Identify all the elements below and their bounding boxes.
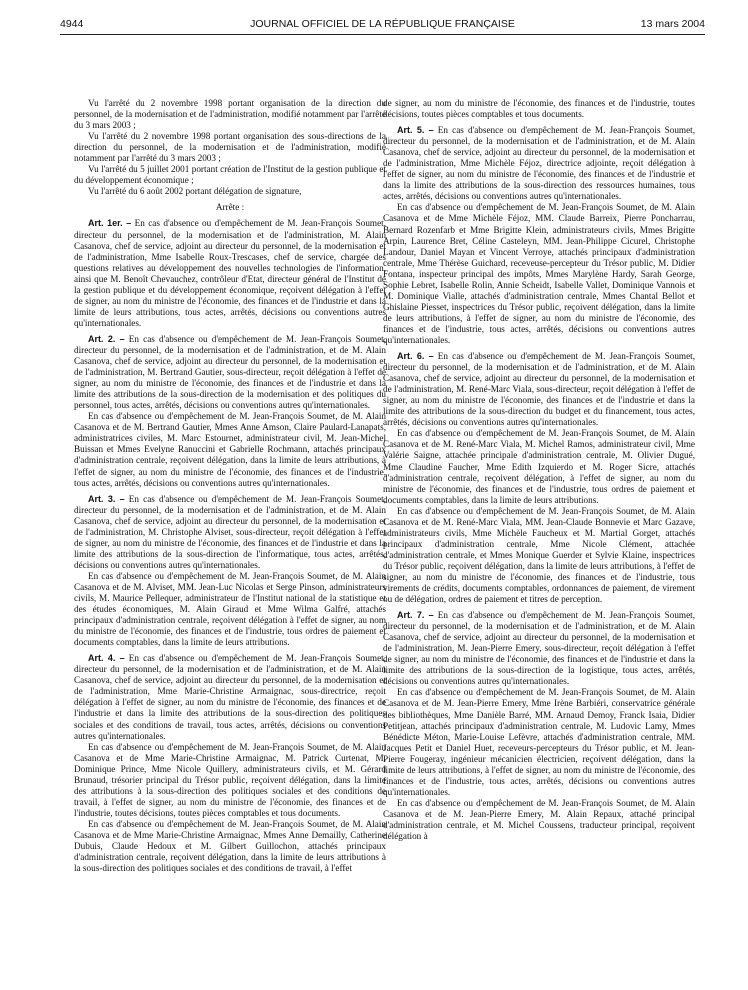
right-column	[383, 98, 695, 986]
article-label: Art. 7. –	[397, 610, 434, 621]
article-text: En cas d'absence ou d'empêchement de M. Jean-François Soumet, directeur du personnel, de la modernisation et de l'administration, et de M. Alain Casanova, chef de service, adjoint au directeur du personnel, de la modernisation et de l'administration, Mme Marie-Christine Armaignac, sous-directrice, reçoit délégation à l'effet de signer, au nom du ministre de l'économie, des finances et de l'industrie et dans la limite des attributions de la sous-direction des politiques sociales et des conditions de travail, tous actes, arrêtés, décisions ou conventions autres qu'internationales.	[74, 653, 386, 741]
arrete-heading: Arrête :	[215, 202, 245, 213]
article-label: Art. 2. –	[88, 333, 125, 344]
article-text: En cas d'absence ou d'empêchement de M. Jean-François Soumet, directeur du personnel, de la modernisation et de l'administration, et de M. Alain Casanova, chef de service, adjoint au directeur du personnel, de la modernisation et de l'administration, M. René-Marc Viala, sous-directeur, reçoit délégation à l'effet de signer, au nom du ministre de l'économie, des finances et de l'industrie et dans la limite des attributions de la sous-direction du budget et du financement, tous actes, arrêtés, décisions ou conventions autres qu'internationales.	[383, 351, 695, 428]
article-paragraph	[74, 494, 386, 571]
article-label: Art. 4. –	[88, 653, 125, 664]
body-paragraph: En cas d'absence ou d'empêchement de M. Jean-François Soumet, de M. Alain Casanova et de Mme Michèle Féjoz, MM. Claude Barreix, Pierre Poncharrau, Bernard Rozenfarb et Mme Brigitte Klein, administrateurs civils, Mmes Brigitte Arpin, Laurence Bret, Céline Casteleyn, MM. Jean-Philippe Cicurel, Christophe Landour, Daniel Mayan et Vincent Verroye, attachés principaux d'administration centrale, Mme Thérèse Guichard, receveuse-percepteur du Trésor public, M. Didier Fontana, inspecteur principal des impôts, Mmes Marylène Hardy, Sarah George, Sophie Lebret, Isabelle Rolin, Annie Scheidt, Isabelle Vallet, Dominique Vannois et M. Dominique Vialle, attachés d'administration centrale, Mmes Chantal Bellot et Ghislaine Piesset, inspectrices du Trésor public, reçoivent délégation, dans la limite de leurs attributions, à l'effet de signer, au nom du ministre de l'économie, des finances et de l'industrie, tous actes, arrêtés, décisions ou conventions autres qu'internationales.	[383, 202, 695, 345]
article-text: En cas d'absence ou d'empêchement de M. Jean-François Soumet, directeur du personnel, de la modernisation et de l'administration, et de M. Alain Casanova, chef de service, adjoint au directeur du personnel, de la modernisation et de l'administration, Mme Michèle Féjoz, directrice adjointe, reçoit délégation à l'effet de signer, au nom du ministre de l'économie, des finances et de l'industrie et dans la limite des attributions de la sous-direction des ressources humaines, tous actes, arrêtés, décisions ou conventions autres qu'internationales.	[383, 125, 695, 202]
page-header	[60, 18, 705, 34]
journal-title: JOURNAL OFFICIEL DE LA RÉPUBLIQUE FRANÇAISE	[250, 18, 515, 30]
body-paragraph: En cas d'absence ou d'empêchement de M. Jean-François Soumet, de M. Alain Casanova et de Mme Marie-Christine Armaignac, M. Patrick Curtenat, M. Dominique Prince, Mme Nicole Quillery, administrateurs civils, et M. Gérard Brunaud, trésorier principal du Trésor public, reçoivent délégation, dans la limite des attributions à la sous-direction des politiques sociales et des conditions de travail, à l'effet de signer, au nom du ministre de l'économie, des finances et de l'industrie, toutes décisions, toutes pièces comptables et tous documents.	[74, 741, 386, 818]
article-label: Art. 3. –	[88, 493, 125, 504]
issue-date: 13 mars 2004	[640, 18, 705, 30]
body-paragraph: En cas d'absence ou d'empêchement de M. Jean-François Soumet, de M. Alain Casanova et de M. Alviset, MM. Jean-Luc Nicolas et Serge Pinson, administrateurs civils, M. Maurice Pellequer, administrateur de l'Institut national de la statistique et des études économiques, M. Alain Giraud et Mme Wilma Galfré, attachés principaux d'administration centrale, reçoivent délégation à l'effet de signer, au nom du ministre de l'économie, des finances et de l'industrie, tous ordres de paiement et documents comptables, dans la limite de leurs attributions.	[74, 570, 386, 648]
body-paragraph: Vu l'arrêté du 6 août 2002 portant délégation de signature,	[88, 186, 302, 197]
body-paragraph: de signer, au nom du ministre de l'économie, des finances et de l'industrie, toutes décisions, toutes pièces comptables et tous documents.	[383, 98, 695, 120]
article-paragraph	[383, 351, 695, 428]
article-paragraph	[74, 334, 386, 411]
article-text: En cas d'absence ou d'empêchement de M. Jean-François Soumet, directeur du personnel, de la modernisation et de l'administration, M. Alain Casanova, chef de service, adjoint au directeur du personnel, de la modernisation et de l'administration, Mme Isabelle Roux-Trescases, chef de service, chargée des questions relatives au développement des nouvelles technologies de l'information, ainsi que M. Benoît Chevauchez, contrôleur d'Etat, directeur général de l'Institut de la gestion publique et du développement économique, reçoivent délégation à l'effet de signer, au nom du ministre de l'économie, des finances et de l'industrie et dans la limite de leurs attributions, tous actes, arrêtés, décisions ou conventions autres qu'internationales.	[74, 218, 386, 328]
article-label: Art. 1er. –	[88, 218, 132, 229]
article-text: En cas d'absence ou d'empêchement de M. Jean-François Soumet, directeur du personnel, de la modernisation et de l'administration, et de M. Alain Casanova, chef de service, adjoint au directeur du personnel, de la modernisation et de l'administration, M. Christophe Alviset, sous-directeur, reçoit délégation à l'effet de signer, au nom du ministre de l'économie, des finances et de l'industrie et dans la limite des attributions de la sous-direction de l'informatique, tous actes, arrêtés, décisions ou conventions autres qu'internationales.	[74, 493, 386, 570]
body-paragraph: En cas d'absence ou d'empêchement de M. Jean-François Soumet, de M. Alain Casanova et de Mme Marie-Christine Armaignac, Mmes Anne Demailly, Catherine Dubuis, Claude Hedoux et M. Gilbert Guillochon, attachés principaux d'administration centrale, reçoivent délégation, dans la limite de leurs attributions à la sous-direction des politiques sociales et des conditions de travail, à l'effet	[74, 818, 386, 874]
body-paragraph: En cas d'absence ou d'empêchement de M. Jean-François Soumet, de M. Alain Casanova et de M. Bertrand Gautier, Mmes Anne Amson, Claire Paulard-Lanapats, administratrices civiles, M. Marc Estournet, administrateur civil, M. Jean-Michel Buissan et Mmes Evelyne Ranuccini et Gabrielle Rochmann, attachés principaux d'administration centrale, reçoivent délégation, dans la limite de leurs attributions, à l'effet de signer, au nom du ministre de l'économie, des finances et de l'industrie, tous actes, arrêtés, décisions ou conventions autres qu'internationales.	[74, 411, 386, 488]
article-label: Art. 5. –	[397, 125, 434, 136]
article-paragraph	[74, 653, 386, 741]
article-text: En cas d'absence ou d'empêchement de M. Jean-François Soumet, directeur du personnel, de la modernisation et de l'administration, et de M. Alain Casanova, chef de service, adjoint au directeur du personnel, de la modernisation et de l'administration, M. Jean-Pierre Emery, sous-directeur, reçoit délégation à l'effet de signer, au nom du ministre de l'économie, des finances et de l'industrie et dans la limite des attributions de la sous-direction de la logistique, tous actes, arrêtés, décisions ou conventions autres qu'internationales.	[383, 610, 695, 687]
body-paragraph: Vu l'arrêté du 2 novembre 1998 portant organisation de la direction du personnel, de la modernisation et de l'administration, modifié notamment par l'arrêté du 3 mars 2003 ;	[74, 98, 386, 131]
article-paragraph	[74, 218, 386, 328]
article-paragraph	[383, 610, 695, 687]
body-paragraph: En cas d'absence ou d'empêchement de M. Jean-François Soumet, de M. Alain Casanova et de M. René-Marc Viala, MM. Jean-Claude Bonnevie et Marc Gazave, administrateurs civils, Mme Michèle Faucheux et M. Martial Gorget, attachés principaux d'administration centrale, Mme Nicole Clément, attachée d'administration centrale, et Mmes Monique Guerder et Sylvie Klaine, inspectrices du Trésor public, reçoivent délégation, dans la limite de leurs attributions, à l'effet de signer, au nom du ministre de l'économie, des finances et de l'industrie, tous virements de crédits, documents comptables, ordonnances de paiement, de virement ou de délégation, ordres de paiement et titres de perception.	[383, 505, 695, 605]
body-paragraph: En cas d'absence ou d'empêchement de M. Jean-François Soumet, de M. Alain Casanova et de M. René-Marc Viala, M. Michel Ramos, administrateur civil, Mme Valérie Saigne, attachée principale d'administration centrale, M. Olivier Dugué, Mme Claudine Faucher, Mme Edith Izquierdo et M. Roger Sicre, attachés d'administration centrale, reçoivent délégation, à l'effet de signer, au nom du ministre de l'économie, des finances et de l'industrie, tous ordres de paiement et documents comptables, dans la limite de leurs attributions.	[383, 428, 695, 505]
body-paragraph: En cas d'absence ou d'empêchement de M. Jean-François Soumet, de M. Alain Casanova et de M. Jean-Pierre Emery, M. Alain Repaux, attaché principal d'administration centrale, et M. Michel Coussens, traducteur principal, reçoivent délégation à	[383, 797, 695, 842]
header-rule	[60, 34, 705, 35]
article-label: Art. 6. –	[397, 351, 434, 362]
body-paragraph: Vu l'arrêté du 2 novembre 1998 portant organisation des sous-directions de la direction du personnel, de la modernisation et de l'administration, modifié notamment par l'arrêté du 3 mars 2003 ;	[74, 131, 386, 164]
left-column	[74, 98, 386, 986]
page-number: 4944	[60, 18, 84, 30]
article-paragraph	[383, 125, 695, 202]
body-paragraph: Vu l'arrêté du 5 juillet 2001 portant création de l'Institut de la gestion publique et du développement économique ;	[74, 164, 386, 186]
article-text: En cas d'absence ou d'empêchement de M. Jean-François Soumet, directeur du personnel, de la modernisation et de l'administration, et de M. Alain Casanova, chef de service, adjoint au directeur du personnel, de la modernisation et de l'administration, M. Bertrand Gautier, sous-directeur, reçoit délégation à l'effet de signer, au nom du ministre de l'économie, des finances et de l'industrie et dans la limite des attributions de la sous-direction de la modernisation et des politiques du personnel, tous actes, arrêtés, décisions ou conventions autres qu'internationales.	[74, 333, 386, 411]
body-paragraph: En cas d'absence ou d'empêchement de M. Jean-François Soumet, de M. Alain Casanova et de M. Jean-Pierre Emery, Mme Irène Barbiéri, conservatrice générale des bibliothèques, Mme Danièle Barré, MM. Arnaud Demoy, Franck Isaia, Didier Petitjean, attachés principaux d'administration centrale, M. Ludovic Lamy, Mmes Bénédicte Méton, Marie-Louise Lefèvre, attachés d'administration centrale, MM. Jacques Petit et Daniel Huet, receveurs-percepteurs du Trésor public, et M. Jean-Pierre Fougeray, ingénieur mécanicien électricien, reçoivent délégation, dans la limite de leurs attributions, à l'effet de signer, au nom du ministre de l'économie, des finances et de l'industrie, tous actes, arrêtés, décisions ou conventions autres qu'internationales.	[383, 687, 695, 797]
